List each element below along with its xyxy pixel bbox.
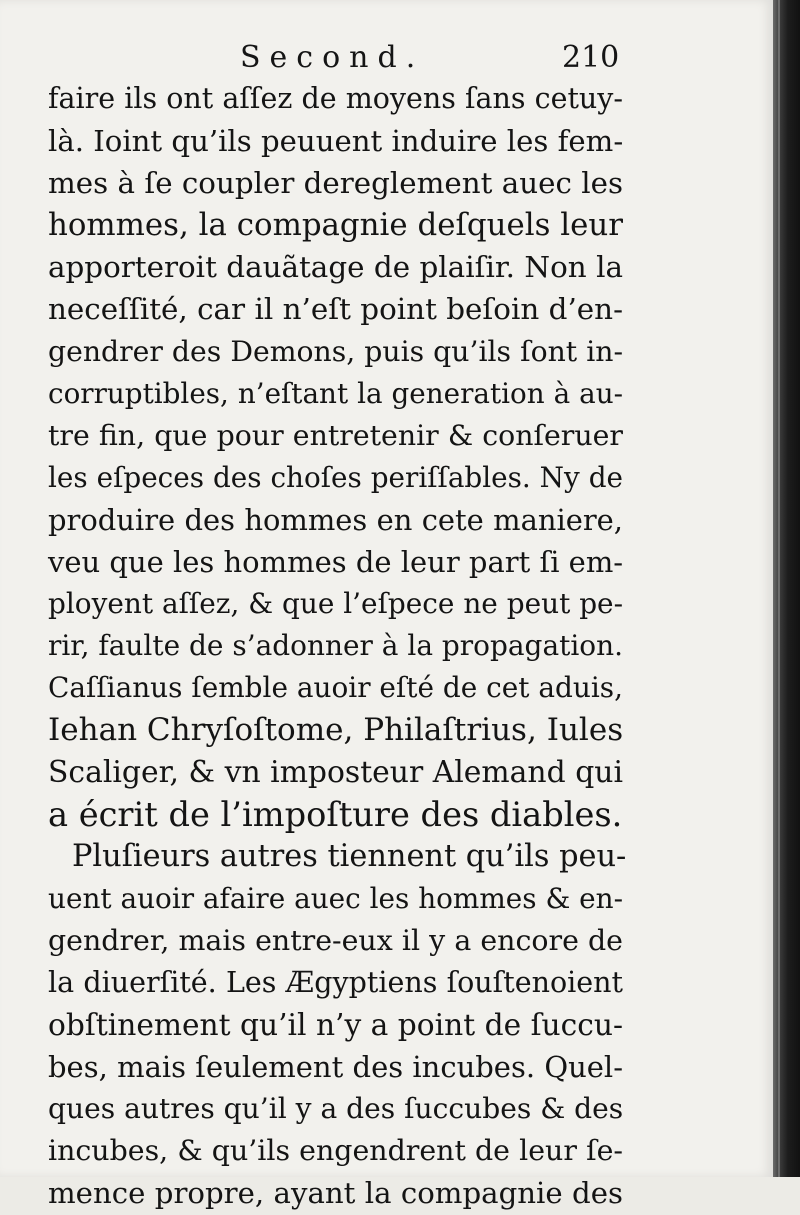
- text-line: corruptibles, n’eſtant la generation à au-: [48, 376, 623, 410]
- text-line: neceſſité, car il n’eſt point beſoin d’en-: [48, 292, 623, 327]
- page-header: [0, 40, 773, 80]
- text-line: ques autres qu’il y a des ſuccubes & des: [48, 1092, 624, 1126]
- text-line: bes, mais ſeulement des incubes. Quel-: [48, 1050, 623, 1085]
- page-number: 210: [562, 40, 620, 75]
- spine-edge: [778, 0, 780, 1177]
- text-line: rir, faulte de s’adonner à la propagation.: [48, 629, 623, 663]
- text-line: les eſpeces des choſes periſſables. Ny de: [48, 460, 623, 494]
- text-line: tre fin, que pour entretenir & conſeruer: [48, 418, 623, 452]
- text-line: a écrit de l’impoſture des diables.: [48, 794, 623, 834]
- text-line: Scaliger, & vn imposteur Alemand qui: [48, 754, 623, 790]
- text-line: la diuerſité. Les Ægyptiens ſouſtenoient: [48, 965, 623, 999]
- text-line: obſtinement qu’il n’y a point de ſuccu-: [48, 1007, 623, 1043]
- text-line: produire des hommes en cete maniere,: [48, 502, 623, 537]
- text-line: là. Ioint qu’ils peuuent induire les fem-: [48, 124, 624, 159]
- running-head: Second.: [240, 40, 425, 75]
- text-line: gendrer des Demons, puis qu’ils ſont in-: [48, 334, 623, 368]
- text-line: mes à ſe coupler dereglement auec les: [48, 166, 623, 201]
- text-line: apporteroit dauãtage de plaiſir. Non la: [48, 250, 623, 285]
- text-line: Caſſianus ſemble auoir eſté de cet aduis,: [48, 671, 623, 705]
- text-line: veu que les hommes de leur part ſi em-: [48, 545, 624, 580]
- text-line: faire ils ont aſſez de moyens ſans cetuy-: [48, 82, 623, 115]
- text-line: ployent aſſez, & que l’eſpece ne peut pe-: [48, 587, 623, 621]
- text-line: incubes, & qu’ils engendrent de leur ſe-: [48, 1134, 623, 1168]
- text-line: hommes, la compagnie deſquels leur: [48, 207, 623, 244]
- text-line: uent auoir afaire auec les hommes & en-: [48, 881, 623, 915]
- body-text: [48, 78, 627, 1215]
- text-line: Pluſieurs autres tiennent qu’ils peu-: [72, 838, 627, 874]
- text-line: gendrer, mais entre-eux il y a encore de: [48, 923, 623, 957]
- text-line: mence propre, ayant la compagnie des: [48, 1176, 623, 1211]
- text-line: Iehan Chryſoſtome, Philaſtrius, Iules: [48, 712, 624, 749]
